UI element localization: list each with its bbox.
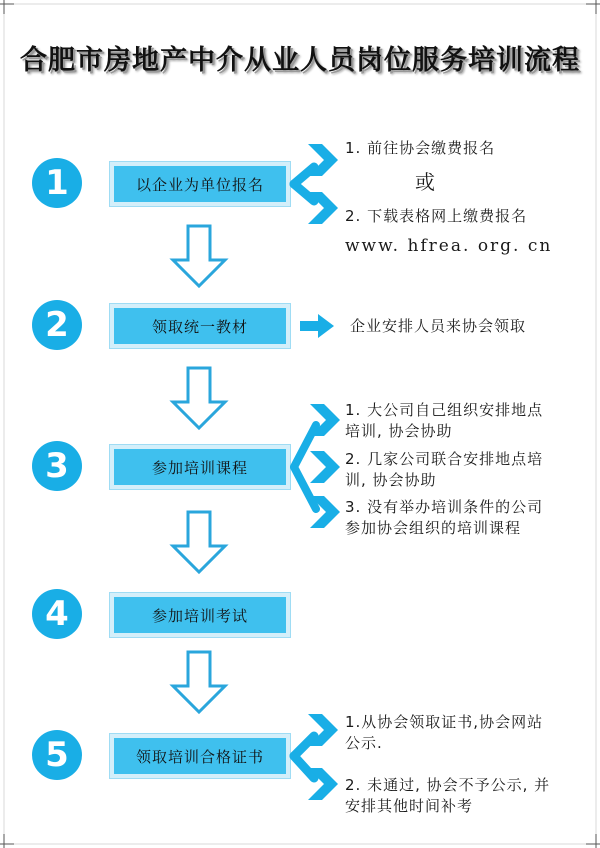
down-arrow-icon-4: [173, 652, 225, 712]
step-number-1: 1: [32, 158, 82, 208]
step-number-3: 3: [32, 441, 82, 491]
branch-down-line-5: [294, 756, 314, 778]
step-number-2: 2: [32, 300, 82, 350]
step-1-url[interactable]: www. hfrea. org. cn: [345, 236, 553, 256]
step-box-3: 参加培训课程: [110, 445, 290, 489]
step-box-2: 领取统一教材: [110, 304, 290, 348]
step-3-note-3: 3. 没有举办培训条件的公司 参加协会组织的培训课程: [345, 498, 544, 537]
step-3-note-1: 1. 大公司自己组织安排地点 培训, 协会协助: [345, 401, 544, 440]
step-1-or-text: 或: [415, 170, 435, 194]
step-5-note-2: 2. 未通过, 协会不予公示, 并 安排其他时间补考: [345, 776, 551, 815]
step-number-4: 4: [32, 589, 82, 639]
branch-down-line-3: [294, 467, 316, 509]
down-arrow-icon-1: [173, 226, 225, 286]
step-3-note-2: 2. 几家公司联合安排地点培 训, 协会协助: [345, 450, 544, 489]
step-5-note-1: 1.从协会领取证书,协会网站 公示.: [345, 713, 544, 752]
branch-up-line-3: [294, 425, 316, 467]
step-1-note-1: 1. 前往协会缴费报名: [345, 139, 496, 157]
step-box-1: 以企业为单位报名: [110, 162, 290, 206]
step-number-5: 5: [32, 730, 82, 780]
down-arrow-icon-3: [173, 512, 225, 572]
right-arrow-icon-2: [300, 314, 334, 338]
step-2-note-1: 企业安排人员来协会领取: [350, 317, 527, 335]
step-box-5: 领取培训合格证书: [110, 734, 290, 778]
step-box-4: 参加培训考试: [110, 593, 290, 637]
step-1-note-2: 2. 下载表格网上缴费报名: [345, 207, 528, 225]
down-arrow-icon-2: [173, 368, 225, 428]
page-title: 合肥市房地产中介从业人员岗位服务培训流程: [20, 45, 580, 76]
right-chevron-icon-3b: [310, 451, 340, 483]
